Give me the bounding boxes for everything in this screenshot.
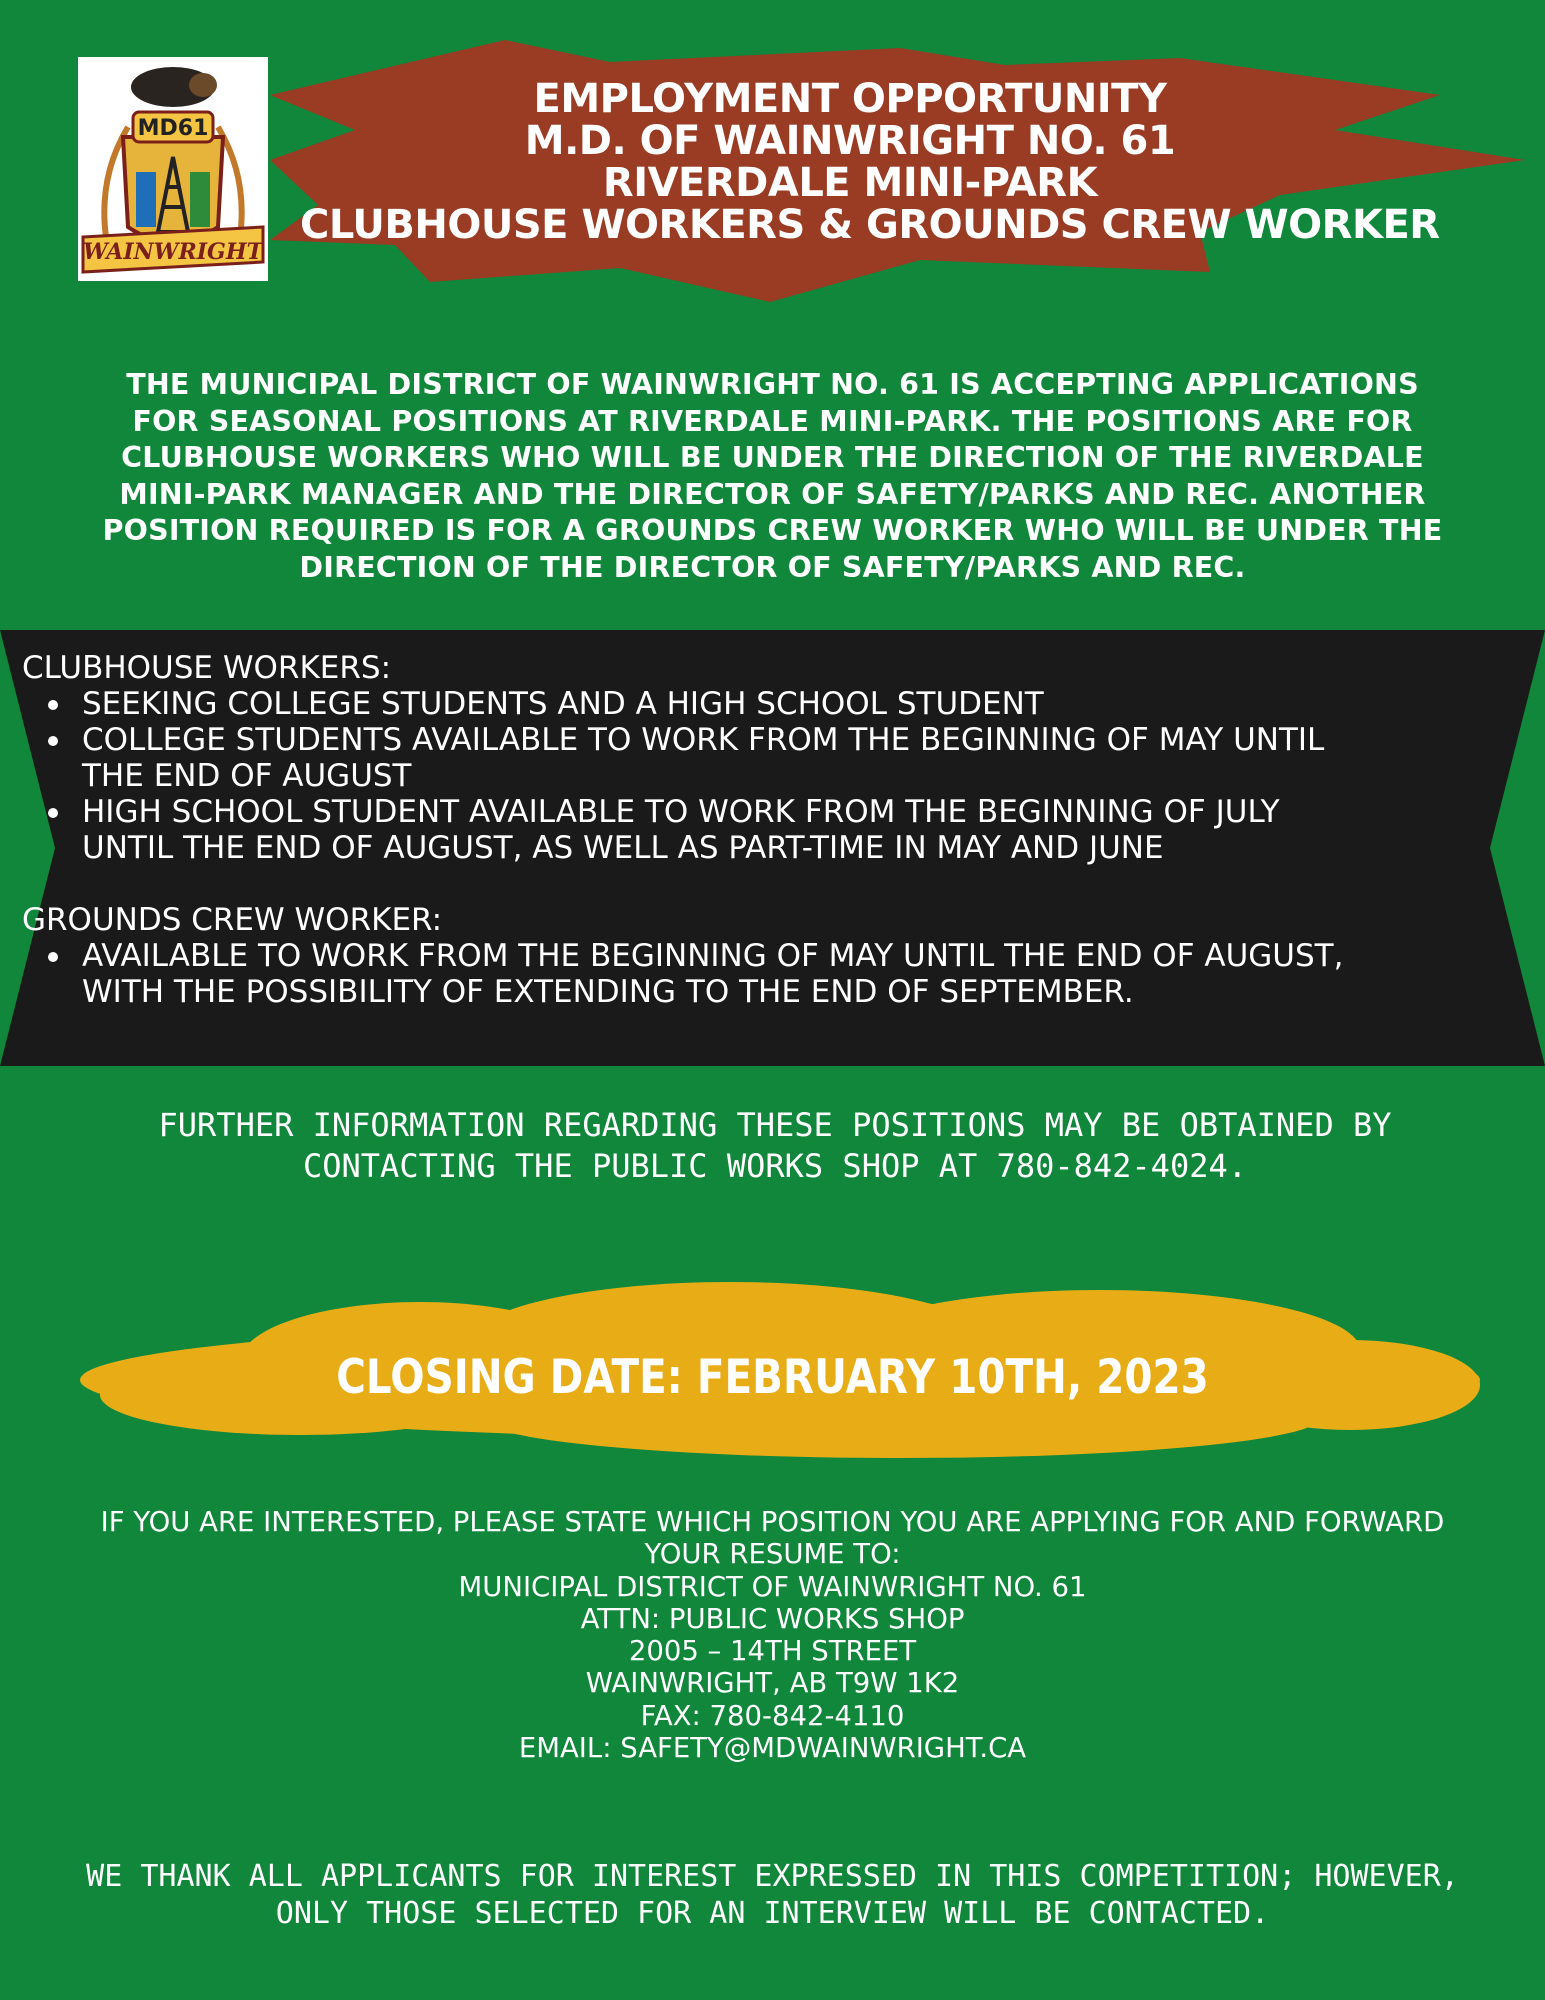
page-title [300, 76, 1440, 248]
list-item [82, 686, 1537, 722]
address-line: 2005 – 14TH STREET [628, 1635, 917, 1668]
list-item-line: SEEKING COLLEGE STUDENTS AND A HIGH SCHOOL STUDENT [82, 686, 1044, 722]
thanks-note [10, 1858, 1535, 1932]
title-line: EMPLOYMENT OPPORTUNITY [533, 76, 1167, 122]
clubhouse-title: CLUBHOUSE WORKERS: [22, 650, 392, 686]
list-item [82, 722, 1537, 794]
address-line: WAINWRIGHT, AB T9W 1K2 [585, 1667, 960, 1700]
list-item [82, 938, 1537, 1010]
clubhouse-list [22, 686, 1537, 866]
thanks-line: WE THANK ALL APPLICANTS FOR INTEREST EXPRESSED IN THIS COMPETITION; HOWEVER, [86, 1859, 1459, 1894]
address-line: FAX: 780-842-4110 [640, 1699, 905, 1732]
positions-section [22, 650, 1537, 1010]
title-line: RIVERDALE MINI-PARK [602, 160, 1098, 206]
intro-line: THE MUNICIPAL DISTRICT OF WAINWRIGHT NO. 61 IS ACCEPTING APPLICATIONS [126, 368, 1419, 401]
grounds-title: GROUNDS CREW WORKER: [22, 902, 443, 938]
further-info-line: FURTHER INFORMATION REGARDING THESE POSITIONS MAY BE OBTAINED BY [158, 1106, 1392, 1144]
list-item-line: AVAILABLE TO WORK FROM THE BEGINNING OF MAY UNTIL THE END OF AUGUST, [82, 938, 1344, 974]
grounds-list [22, 938, 1537, 1010]
list-item-line: HIGH SCHOOL STUDENT AVAILABLE TO WORK FROM THE BEGINNING OF JULY [82, 794, 1280, 830]
list-item-line: COLLEGE STUDENTS AVAILABLE TO WORK FROM THE BEGINNING OF MAY UNTIL [82, 722, 1325, 758]
title-line: M.D. OF WAINWRIGHT NO. 61 [524, 118, 1176, 164]
list-item [82, 794, 1537, 866]
thanks-line: ONLY THOSE SELECTED FOR AN INTERVIEW WILL BE CONTACTED. [275, 1896, 1270, 1931]
intro-line: MINI-PARK MANAGER AND THE DIRECTOR OF SAFETY/PARKS AND REC. ANOTHER [119, 477, 1426, 511]
title-line: CLUBHOUSE WORKERS & GROUNDS CREW WORKER [300, 202, 1440, 248]
further-info-line: CONTACTING THE PUBLIC WORKS SHOP AT 780-842-4024. [302, 1147, 1247, 1185]
md61-logo [78, 57, 268, 281]
intro-line: POSITION REQUIRED IS FOR A GROUNDS CREW WORKER WHO WILL BE UNDER THE [102, 514, 1443, 547]
list-item-line: WITH THE POSSIBILITY OF EXTENDING TO THE END OF SEPTEMBER. [82, 974, 1134, 1010]
logo-ribbon-text: WAINWRIGHT [83, 239, 263, 265]
address-line: MUNICIPAL DISTRICT OF WAINWRIGHT NO. 61 [458, 1570, 1087, 1603]
md61-crest-icon [78, 57, 268, 281]
application-address [20, 1506, 1525, 1764]
further-info [30, 1105, 1520, 1187]
logo-badge-text: MD61 [137, 116, 209, 141]
address-line: IF YOU ARE INTERESTED, PLEASE STATE WHICH POSITION YOU ARE APPLYING FOR AND FORWARD [100, 1506, 1445, 1538]
address-line: ATTN: PUBLIC WORKS SHOP [580, 1602, 965, 1635]
list-item-line: UNTIL THE END OF AUGUST, AS WELL AS PART-TIME IN MAY AND JUNE [82, 830, 1164, 866]
intro-paragraph [40, 367, 1505, 586]
address-line: YOUR RESUME TO: [644, 1538, 901, 1571]
list-item-line: THE END OF AUGUST [82, 758, 412, 794]
intro-line: DIRECTION OF THE DIRECTOR OF SAFETY/PARKS AND REC. [299, 550, 1246, 584]
address-line: EMAIL: SAFETY@MDWAINWRIGHT.CA [518, 1732, 1027, 1765]
closing-date: CLOSING DATE: FEBRUARY 10TH, 2023 [336, 1350, 1209, 1405]
intro-line: CLUBHOUSE WORKERS WHO WILL BE UNDER THE DIRECTION OF THE RIVERDALE [121, 441, 1424, 474]
intro-line: FOR SEASONAL POSITIONS AT RIVERDALE MINI-PARK. THE POSITIONS ARE FOR [132, 404, 1413, 438]
